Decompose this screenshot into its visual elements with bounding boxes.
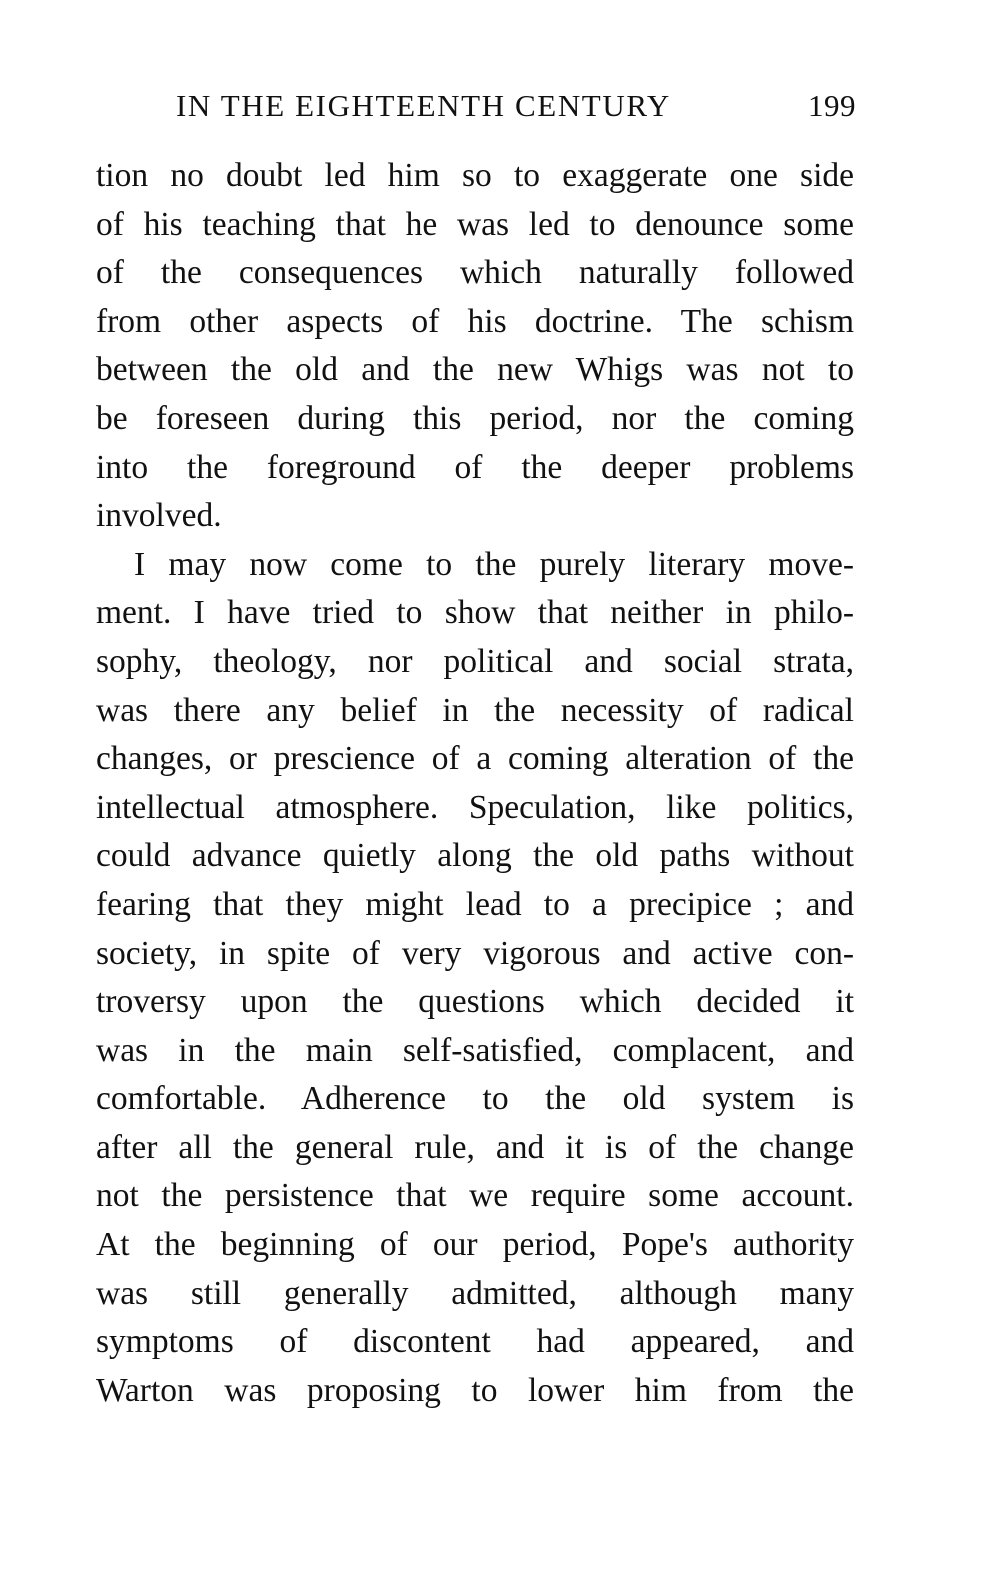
text-line: between the old and the new Whigs was not to [96,351,854,389]
text-line: At the beginning of our period, Pope's authority [96,1226,854,1264]
paragraph-first-line: I may now come to the purely literary move- [134,545,854,583]
text-line: of his teaching that he was led to denounce some [96,205,854,243]
text-line: be foreseen during this period, nor the coming [96,399,854,437]
text-line: troversy upon the questions which decided it [96,983,854,1021]
text-line: fearing that they might lead to a precipice ; and [96,885,854,923]
text-line: society, in spite of very vigorous and active con- [96,934,854,972]
text-line: was still generally admitted, although many [96,1274,854,1312]
text-line: Warton was proposing to lower him from the [96,1371,854,1409]
text-line: of the consequences which naturally followed [96,254,854,292]
text-line: comfortable. Adherence to the old system is [96,1080,854,1118]
text-line: was in the main self-satisfied, complacent, and [96,1031,854,1069]
text-line: into the foreground of the deeper problems [96,448,854,486]
running-title: IN THE EIGHTEENTH CENTURY [176,88,671,123]
text-line: was there any belief in the necessity of radical [96,691,854,729]
text-line: could advance quietly along the old paths without [96,837,854,875]
text-line: not the persistence that we require some account. [96,1177,854,1215]
text-line: tion no doubt led him so to exaggerate one side [96,157,854,194]
body-text [96,152,854,1415]
text-line: changes, or prescience of a coming alteration of the [96,740,854,778]
running-header [96,84,856,128]
page-number: 199 [808,88,856,123]
text-line: intellectual atmosphere. Speculation, like politics, [96,788,854,826]
text-line: sophy, theology, nor political and social strata, [96,642,854,680]
text-line: ment. I have tried to show that neither in philo- [96,594,854,632]
text-line: involved. [96,497,222,535]
text-line: symptoms of discontent had appeared, and [96,1323,854,1361]
text-line: from other aspects of his doctrine. The schism [96,302,854,340]
text-line: after all the general rule, and it is of the change [96,1128,854,1166]
